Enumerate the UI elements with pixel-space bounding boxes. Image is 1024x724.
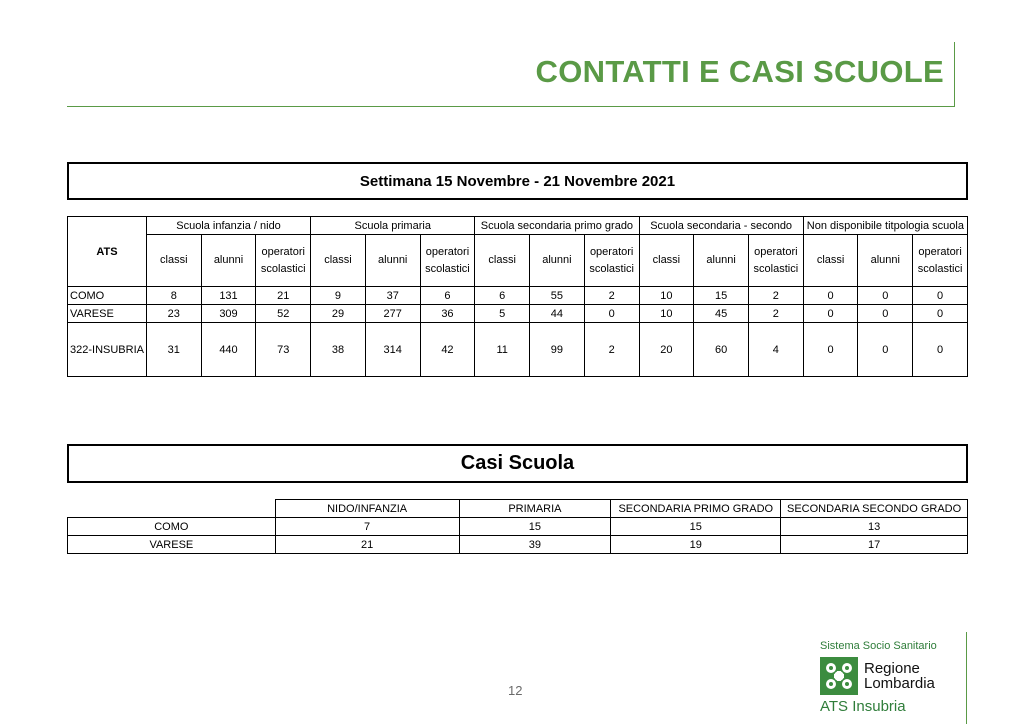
group-header: Scuola secondaria primo grado [475,217,639,235]
table-row [68,287,968,305]
group-header: Non disponibile titpologia scuola [803,217,967,235]
column-header: NIDO/INFANZIA [275,500,459,518]
table-cell: 0 [858,305,913,323]
regione-lombardia-rose-icon [820,657,858,695]
row-label: COMO [68,287,147,305]
column-header: SECONDARIA SECONDO GRADO [781,500,968,518]
table-cell: 7 [275,518,459,536]
title-underline [67,106,955,107]
table-cell: 4 [748,323,803,377]
subheader-row [68,235,968,287]
subheader-cell: alunni [530,235,585,287]
table-row [68,323,968,377]
subheader-cell: classi [803,235,858,287]
column-header: SECONDARIA PRIMO GRADO [611,500,781,518]
table-cell: 6 [475,287,530,305]
table-row [68,536,968,554]
subheader-cell: alunni [694,235,749,287]
table-cell: 2 [584,323,639,377]
subheader-cell: operatori scolastici [256,235,311,287]
page-title: CONTATTI E CASI SCUOLE [535,54,944,89]
subheader-cell: operatori scolastici [913,235,968,287]
table-cell: 0 [858,323,913,377]
logo-ats-text: ATS Insubria [820,698,906,715]
table-cell: 36 [420,305,475,323]
table-cell: 314 [365,323,420,377]
casi-title: Casi Scuola [67,444,968,483]
table-cell: 10 [639,305,694,323]
table-cell: 2 [748,305,803,323]
table-cell: 21 [275,536,459,554]
table-cell: 9 [311,287,366,305]
table-cell: 38 [311,323,366,377]
subheader-cell: classi [311,235,366,287]
table-cell: 2 [748,287,803,305]
table-cell: 42 [420,323,475,377]
subheader-cell: alunni [858,235,913,287]
subheader-cell: operatori scolastici [420,235,475,287]
row-label: VARESE [68,305,147,323]
table-cell: 99 [530,323,585,377]
logo-region-line1: Regione [864,660,920,677]
table-cell: 13 [781,518,968,536]
table-cell: 11 [475,323,530,377]
table-cell: 39 [459,536,611,554]
table-cell: 73 [256,323,311,377]
table-cell: 5 [475,305,530,323]
table-cell: 10 [639,287,694,305]
table-cell: 277 [365,305,420,323]
table-cell: 31 [146,323,201,377]
table-cell: 55 [530,287,585,305]
table-cell: 0 [913,323,968,377]
table-cell: 45 [694,305,749,323]
group-header: Scuola secondaria - secondo [639,217,803,235]
table-cell: 37 [365,287,420,305]
subheader-cell: operatori scolastici [584,235,639,287]
subheader-cell: classi [475,235,530,287]
table-cell: 440 [201,323,256,377]
table-cell: 52 [256,305,311,323]
ats-header: ATS [68,217,147,287]
table-cell: 309 [201,305,256,323]
table-cell: 20 [639,323,694,377]
table-cell: 0 [584,305,639,323]
table-cell: 6 [420,287,475,305]
table-row [68,305,968,323]
casi-header-row [68,500,968,518]
table-row [68,518,968,536]
table-cell: 0 [913,287,968,305]
table-cell: 15 [611,518,781,536]
casi-table [67,499,968,554]
table-cell: 23 [146,305,201,323]
subheader-cell: alunni [365,235,420,287]
blank-cell [68,500,276,518]
table-cell: 131 [201,287,256,305]
logo-region-line2: Lombardia [864,675,935,692]
week-label: Settimana 15 Novembre - 21 Novembre 2021 [67,162,968,200]
logo-system-text: Sistema Socio Sanitario [820,640,937,652]
subheader-cell: classi [639,235,694,287]
logo-divider [966,632,967,724]
table-cell: 21 [256,287,311,305]
contacts-table [67,216,968,377]
row-label: COMO [68,518,276,536]
group-header: Scuola infanzia / nido [146,217,310,235]
table-cell: 0 [803,323,858,377]
logo-region-text [864,661,935,691]
table-cell: 60 [694,323,749,377]
table-cell: 17 [781,536,968,554]
table-cell: 44 [530,305,585,323]
group-header: Scuola primaria [311,217,475,235]
table-cell: 15 [694,287,749,305]
row-label: 322-INSUBRIA [68,323,147,377]
table-cell: 19 [611,536,781,554]
title-divider [954,42,955,107]
column-header: PRIMARIA [459,500,611,518]
page-number: 12 [508,683,523,698]
subheader-cell: operatori scolastici [748,235,803,287]
table-cell: 0 [803,305,858,323]
table-cell: 0 [913,305,968,323]
subheader-cell: alunni [201,235,256,287]
row-label: VARESE [68,536,276,554]
subheader-cell: classi [146,235,201,287]
table-cell: 15 [459,518,611,536]
table-cell: 0 [803,287,858,305]
table-cell: 2 [584,287,639,305]
table-cell: 29 [311,305,366,323]
table-cell: 0 [858,287,913,305]
table-cell: 8 [146,287,201,305]
